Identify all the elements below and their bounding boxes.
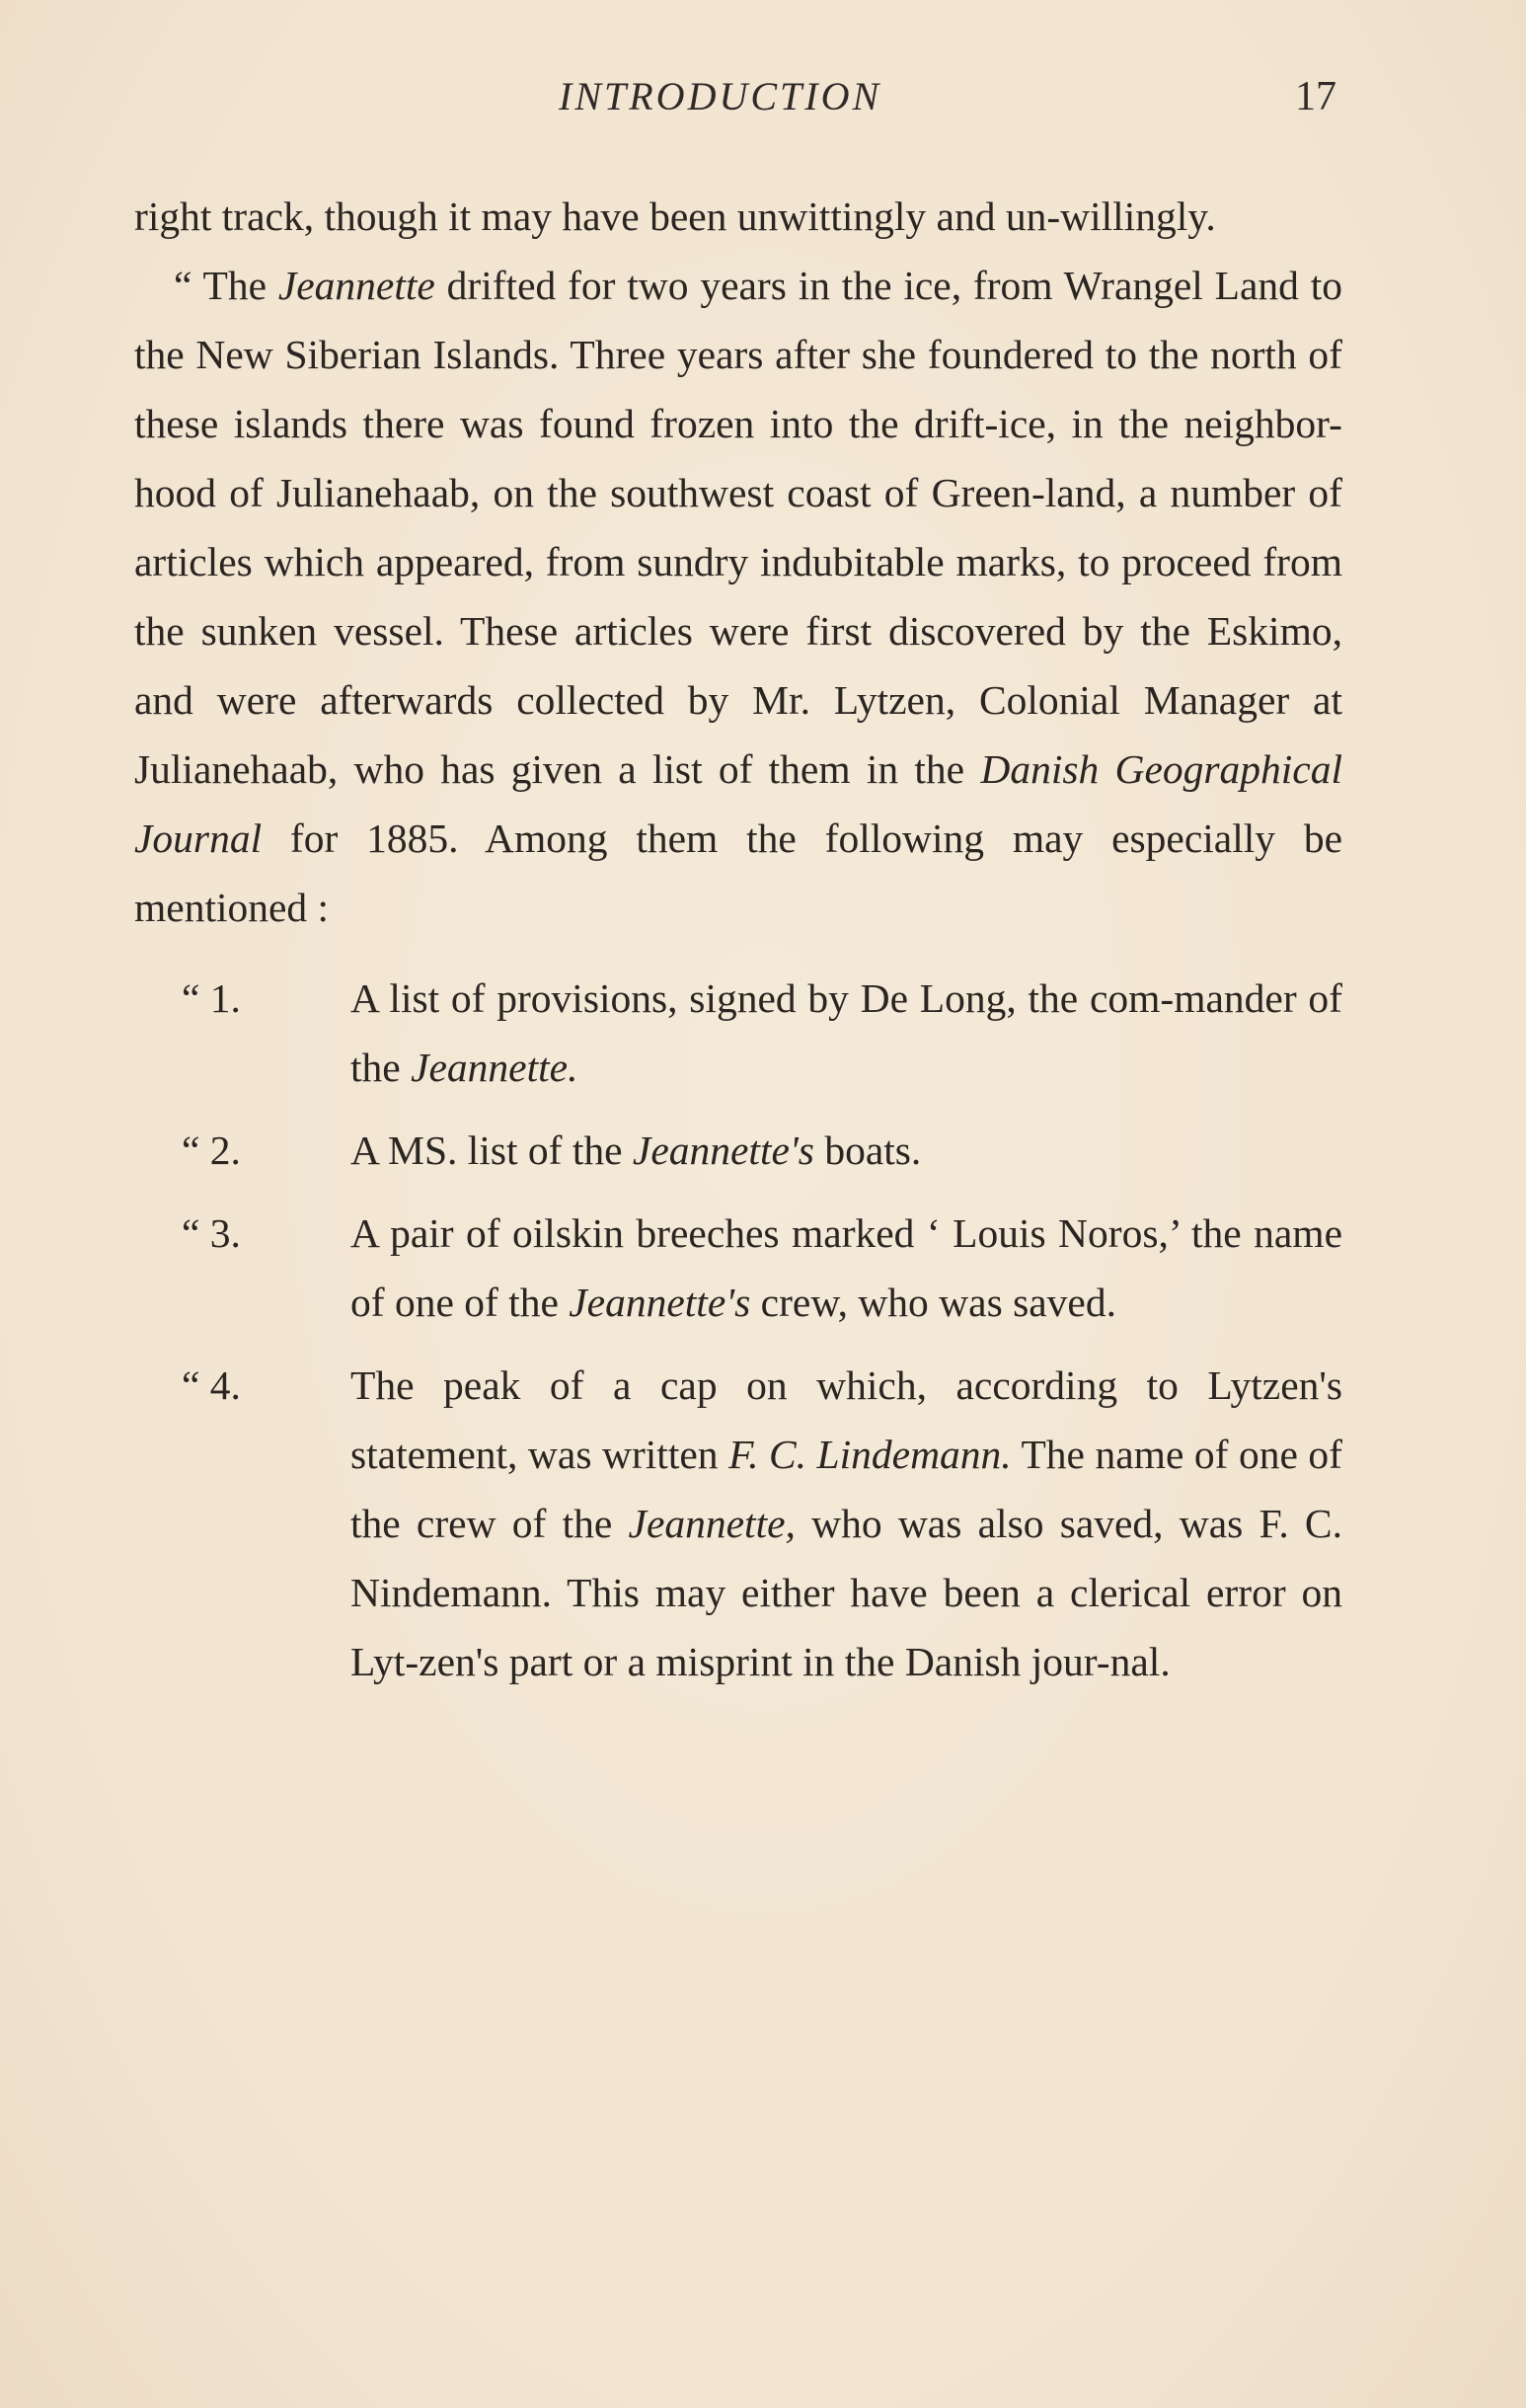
- running-head-title: INTRODUCTION: [559, 74, 882, 118]
- ship-name-italic: Jeannette,: [628, 1501, 796, 1546]
- list-item-number: “ 1.: [182, 975, 241, 1021]
- paragraph-text: for 1885. Among them the following may especially be mentioned :: [134, 816, 1342, 930]
- list-item-text: The name of one of the crew of the: [350, 1432, 1343, 1546]
- list-item-text: boats.: [813, 1127, 922, 1173]
- name-italic: F. C. Lindemann.: [728, 1432, 1012, 1477]
- articles-list: [134, 964, 1342, 1696]
- list-item-number: “ 2.: [182, 1127, 241, 1173]
- paragraph-text: right track, though it may have been unwittingly and un-willingly.: [134, 194, 1216, 239]
- list-item-text: A list of provisions, signed by De Long, the com-mander of the: [350, 975, 1342, 1090]
- ship-name-italic: Jeannette: [277, 263, 435, 308]
- list-item: [134, 964, 1342, 1102]
- ship-name-italic: Jeannette.: [411, 1045, 578, 1090]
- list-item-text: A pair of oilskin breeches marked ‘ Louis Noros,’ the name of one of the: [350, 1210, 1342, 1325]
- ship-name-italic: Jeannette's: [569, 1280, 751, 1325]
- ship-name-italic: Jeannette's: [632, 1127, 814, 1173]
- paragraph-text: drifted for two years in the ice, from Wrangel Land to the New Siberian Islands. Three years after she foundered to the north of these islands there was found frozen into the drift-ice, in the neighbor-hood of Julianehaab, on the southwest coast of Green-land, a number of articles which appeared, from sundry indubitable marks, to proceed from the sunken vessel. These articles were first discovered by the Eskimo, and were afterwards collected by Mr. Lytzen, Colonial Manager at Julianehaab, who has given a list of them in the: [134, 263, 1342, 792]
- body-text: [134, 182, 1342, 1710]
- list-item-text: The peak of a cap on which, according to Lytzen's statement, was written: [350, 1362, 1342, 1477]
- journal-title-italic: Danish Geographical Journal: [134, 746, 1343, 861]
- list-item: [134, 1351, 1342, 1696]
- page-number: 17: [1295, 74, 1336, 119]
- paragraph-jeannette-drift: [134, 251, 1342, 942]
- list-item-text: crew, who was saved.: [750, 1280, 1116, 1325]
- running-head: [0, 69, 1526, 128]
- list-item-text: A MS. list of the: [350, 1127, 633, 1173]
- paragraph-text: “ The: [174, 263, 278, 308]
- list-item: [134, 1199, 1342, 1337]
- list-item: [134, 1116, 1342, 1185]
- list-item-number: “ 3.: [182, 1210, 241, 1256]
- list-item-number: “ 4.: [182, 1362, 241, 1408]
- list-item-text: who was also saved, was F. C. Nindemann. This may either have been a clerical error on Lyt-zen's part or a misprint in the Danish jour-nal.: [350, 1501, 1342, 1684]
- paragraph-continuation: [134, 182, 1342, 251]
